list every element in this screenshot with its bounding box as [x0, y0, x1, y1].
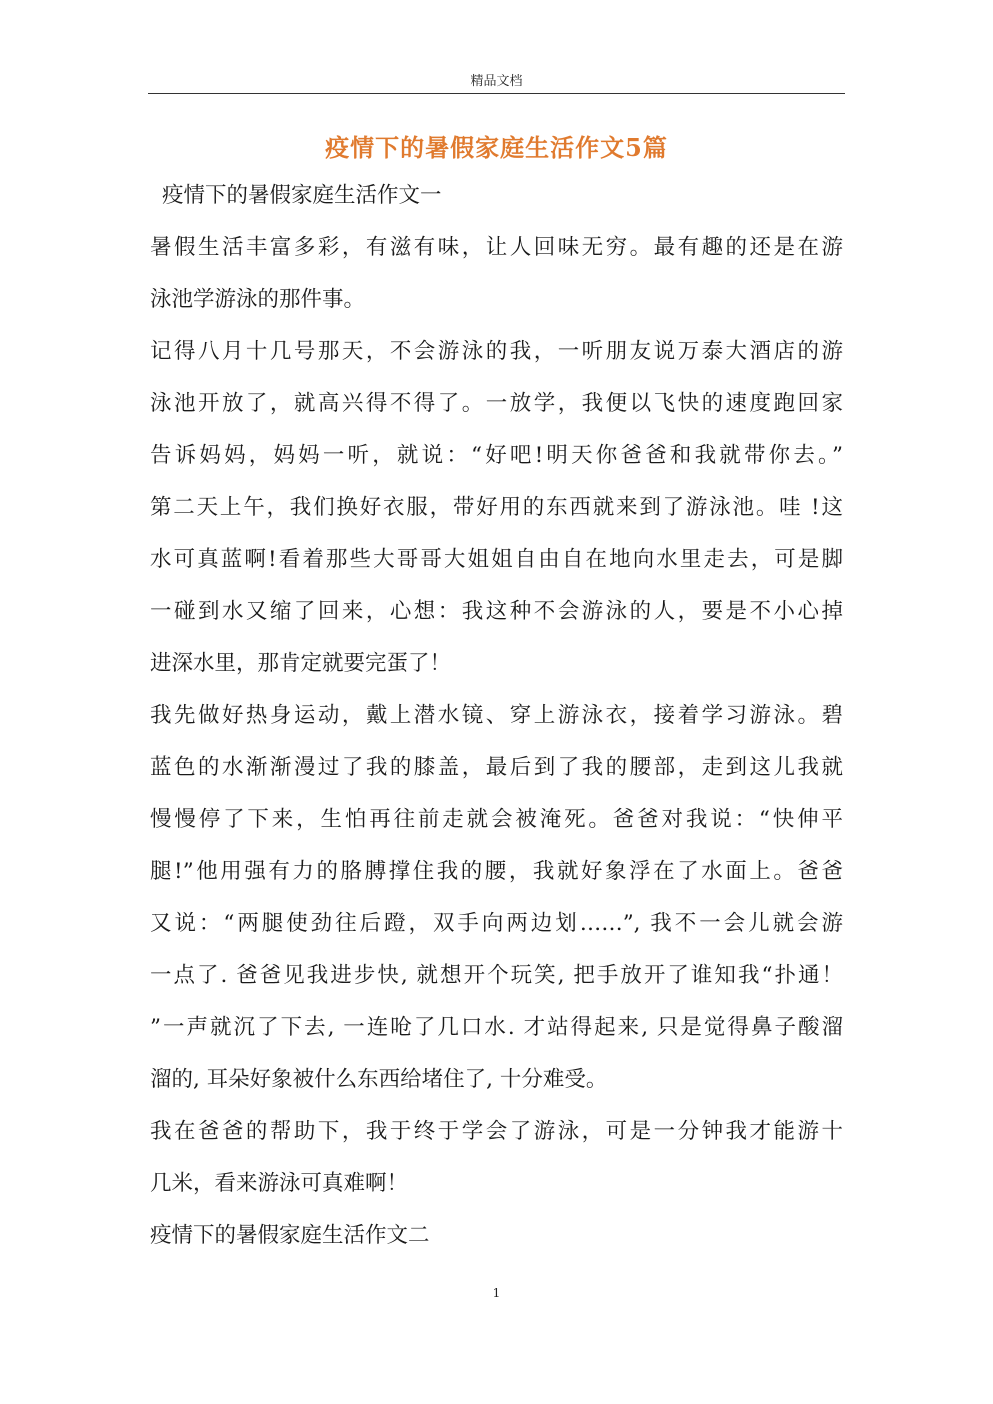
- text-line: 一碰到水又缩了回来，心想：我这种不会游泳的人，要是不小心掉: [150, 599, 843, 624]
- text-line: 水可真蓝啊!看着那些大哥哥大姐姐自由自在地向水里走去，可是脚: [150, 547, 843, 572]
- document-title: 疫情下的暑假家庭生活作文5篇: [325, 133, 668, 162]
- text-line: 记得八月十几号那天，不会游泳的我，一听朋友说万泰大酒店的游: [150, 339, 843, 364]
- document-body: [150, 170, 843, 1262]
- text-line: 泳池开放了，就高兴得不得了。一放学，我便以飞快的速度跑回家: [150, 391, 843, 416]
- text-line: 我在爸爸的帮助下，我于终于学会了游泳，可是一分钟我才能游十: [150, 1119, 843, 1144]
- text-line: 进深水里，那肯定就要完蛋了！: [150, 651, 452, 676]
- text-line: 告诉妈妈，妈妈一听，就说：“好吧!明天你爸爸和我就带你去。”: [150, 443, 843, 468]
- text-line: 泳池学游泳的那件事。: [150, 287, 366, 312]
- text-line: 腿!”他用强有力的胳膊撑住我的腰，我就好象浮在了水面上。爸爸: [150, 859, 843, 884]
- section-heading-2: 疫情下的暑假家庭生活作文二: [150, 1223, 430, 1248]
- page-number: 1: [492, 1286, 501, 1300]
- text-line: 一点了. 爸爸见我进步快, 就想开个玩笑, 把手放开了谁知我“扑通！: [150, 963, 843, 988]
- text-line: 溜的, 耳朵好象被什么东西给堵住了, 十分难受。: [150, 1067, 608, 1092]
- header-text: 精品文档: [470, 74, 523, 89]
- text-line: 暑假生活丰富多彩，有滋有味，让人回味无穷。最有趣的还是在游: [150, 235, 843, 260]
- text-line: 又说：“两腿使劲往后蹬，双手向两边划……”, 我不一会儿就会游: [150, 911, 843, 936]
- text-line: 第二天上午，我们换好衣服，带好用的东西就来到了游泳池。哇 !这: [150, 495, 843, 520]
- text-line: 蓝色的水渐渐漫过了我的膝盖，最后到了我的腰部，走到这儿我就: [150, 755, 843, 780]
- text-line: 我先做好热身运动，戴上潜水镜、穿上游泳衣，接着学习游泳。碧: [150, 703, 843, 728]
- text-line: 慢慢停了下来，生怕再往前走就会被淹死。爸爸对我说：“快伸平: [150, 807, 843, 832]
- text-line: ”一声就沉了下去, 一连呛了几口水. 才站得起来, 只是觉得鼻子酸溜: [150, 1015, 843, 1040]
- header-divider: [148, 93, 845, 94]
- text-line: 几米，看来游泳可真难啊！: [150, 1171, 409, 1196]
- section-heading-1: 疫情下的暑假家庭生活作文一: [162, 183, 442, 208]
